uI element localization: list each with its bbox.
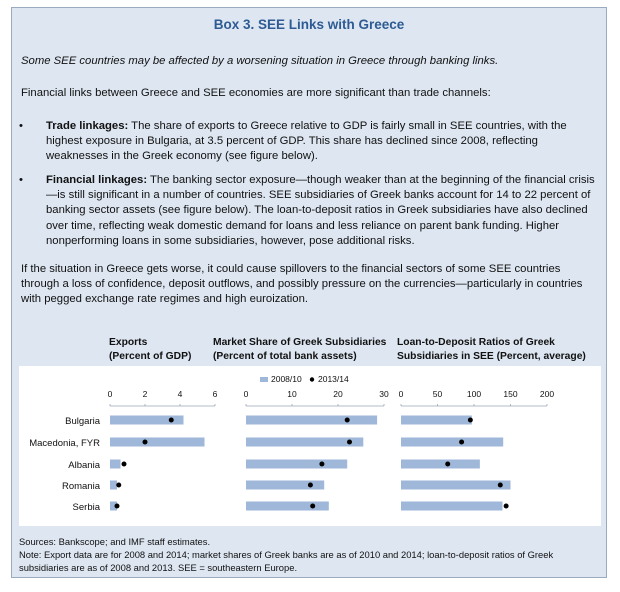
- chart-title-loan-to-deposit: [397, 336, 586, 364]
- category-label: Romania: [61, 481, 100, 492]
- tick-label: 30: [379, 389, 389, 399]
- dot-3-2: [459, 440, 464, 445]
- bullet-marker: •: [19, 120, 23, 132]
- category-label: Macedonia, FYR: [29, 438, 100, 449]
- chart-title-line: Loan-to-Deposit Ratios of Greek: [397, 337, 555, 348]
- tick-label: 0: [243, 389, 249, 399]
- tick-label: 150: [503, 389, 518, 399]
- dot-3-1: [468, 418, 473, 423]
- bar-1-3: [110, 460, 121, 469]
- dot-1-5: [115, 504, 120, 509]
- bullet-text: The banking sector exposure—though weaker than at the beginning of the financial crisis—is still significant in a number of countries. SEE subsidiaries of Greek banks account for 14 to 22 percent of banking sector assets (see figure below). The loan-to-deposit ratios in Greek subsidiaries have also declined over time, reflecting weak domestic demand for loans and less reliance on parent bank funding. Higher nonperforming loans in some subsidiaries, however, pose additional risks.: [46, 174, 595, 247]
- category-label: Bulgaria: [65, 416, 100, 427]
- legend-bar-swatch: [260, 377, 268, 382]
- sources-line: Sources: Bankscope; and IMF staff estimates.: [19, 536, 211, 547]
- dot-1-4: [116, 483, 121, 488]
- figure-area: [19, 366, 601, 526]
- bar-1-4: [110, 481, 117, 490]
- chart-title-line: Market Share of Greek Subsidiaries: [213, 337, 387, 348]
- intro-paragraph: Some SEE countries may be affected by a worsening situation in Greece through banking links.: [21, 55, 499, 67]
- category-label: Albania: [68, 460, 100, 471]
- tick-label: 0: [398, 389, 404, 399]
- box-panel: [11, 7, 607, 578]
- bar-3-1: [401, 416, 472, 425]
- legend-label-2013-14: 2013/14: [318, 374, 349, 384]
- figure-sources: [19, 535, 604, 575]
- dot-1-2: [143, 440, 148, 445]
- chart-subtitle-line: (Percent of GDP): [109, 351, 192, 362]
- box-title: Box 3. SEE Links with Greece: [213, 17, 405, 32]
- chart-subtitle-line: (Percent of total bank assets): [213, 351, 357, 362]
- chart-subtitle-line: Subsidiaries in SEE (Percent, average): [397, 351, 586, 362]
- dot-1-3: [122, 462, 127, 467]
- bar-1-2: [110, 438, 205, 447]
- bar-2-5: [246, 502, 329, 511]
- chart-title-line: Exports: [109, 337, 148, 348]
- bullet-trade-linkages: [46, 119, 598, 165]
- bar-3-4: [401, 481, 511, 490]
- bar-3-2: [401, 438, 503, 447]
- dot-1-1: [169, 418, 174, 423]
- dot-2-2: [347, 440, 352, 445]
- tick-label: 2: [142, 389, 148, 399]
- dot-3-3: [445, 462, 450, 467]
- linkages-paragraph: Financial links between Greece and SEE economies are more significant than trade channels:: [21, 87, 491, 99]
- tick-label: 20: [333, 389, 343, 399]
- bullet-heading: Trade linkages:: [46, 120, 129, 132]
- dot-2-1: [345, 418, 350, 423]
- note-line: Note: Export data are for 2008 and 2014; market shares of Greek banks are as of 2010 and 2014; loan-to-deposit ratios of Greek subsidiaries are as of 2008 and 2013. SEE = southeastern Europe.: [19, 549, 554, 574]
- dot-2-3: [319, 462, 324, 467]
- charts-svg: [19, 366, 601, 526]
- dot-2-4: [308, 483, 313, 488]
- bullet-marker: •: [19, 174, 23, 186]
- chart-title-market-share: [213, 336, 386, 364]
- spillover-paragraph: If the situation in Greece gets worse, it could cause spillovers to the financial sectors of some SEE countries through a loss of confidence, deposit outflows, and possibly pressure on the currencies—particularly in countries with pegged exchange rate regimes and high euroization.: [21, 263, 583, 306]
- tick-label: 0: [107, 389, 113, 399]
- bar-3-5: [401, 502, 502, 511]
- tick-label: 100: [466, 389, 482, 399]
- bar-2-1: [246, 416, 377, 425]
- bar-2-2: [246, 438, 363, 447]
- tick-label: 50: [432, 389, 443, 399]
- dot-2-5: [310, 504, 315, 509]
- bar-2-3: [246, 460, 347, 469]
- legend-dot-swatch: [310, 377, 314, 381]
- category-label: Serbia: [72, 502, 100, 513]
- bullet-heading: Financial linkages:: [46, 174, 148, 186]
- bar-3-3: [401, 460, 480, 469]
- dot-3-5: [504, 504, 509, 509]
- bullet-text: The share of exports to Greece relative to GDP is fairly small in SEE countries, with the highest exposure in Bulgaria, at 3.5 percent of GDP. This share has declined since 2008, reflecting weaknesses in the Greek economy (see figure below).: [46, 120, 567, 163]
- tick-label: 4: [177, 389, 183, 399]
- dot-3-4: [498, 483, 503, 488]
- tick-label: 200: [539, 389, 555, 399]
- tick-label: 6: [212, 389, 218, 399]
- chart-title-exports: [109, 336, 191, 364]
- legend-label-2008-10: 2008/10: [271, 374, 302, 384]
- tick-label: 10: [287, 389, 297, 399]
- bullet-financial-linkages: [46, 173, 598, 249]
